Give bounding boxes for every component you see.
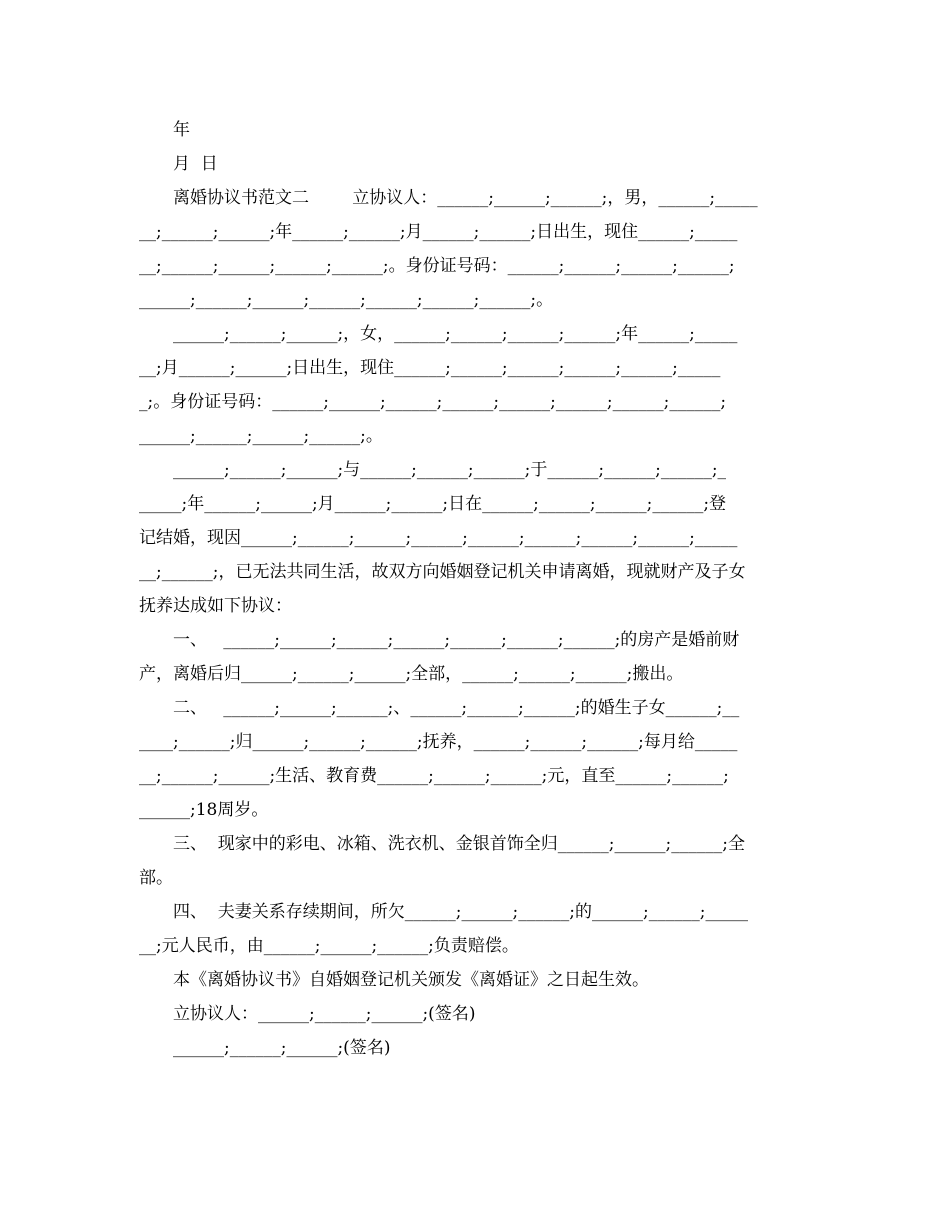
signature-line: 立协议人：______;______;______;(签名) <box>173 1004 476 1024</box>
text-line: 记结婚，现因______;______;______;______;______;______;______;______;_____ <box>139 528 738 548</box>
clause-three-line: 三、 现家中的彩电、冰箱、洗衣机、金银首饰全归______;______;______;全 <box>173 834 745 854</box>
section-title-line: 离婚协议书范文二 立协议人：______;______;______;，男，______;_____ <box>173 188 758 208</box>
text-line: _;。身份证号码：______;______;______;______;______;______;______;______; <box>139 392 727 412</box>
agreement-body <box>139 113 819 1065</box>
text-line: 月 日 <box>173 154 218 174</box>
text-line: ____;______;归______;______;______;抚养，______;______;______;每月给_____ <box>139 732 738 752</box>
text-line: __;______;______;年______;______;月______;______;日出生，现住______;_____ <box>139 222 738 242</box>
text-line: ______;______;______;与______;______;______;于______;______;______;_ <box>173 460 727 480</box>
text-line: _____;年______;______;月______;______;日在______;______;______;______;登 <box>139 494 727 514</box>
text-line: ______;______;______;，女，______;______;______;______;年______;_____ <box>173 324 738 344</box>
text-line: __;______;______;______;______;。身份证号码：______;______;______;______; <box>139 256 735 276</box>
text-line: 年 <box>173 120 190 140</box>
text-line: __;元人民币，由______;______;______;负责赔偿。 <box>139 936 519 956</box>
signature-line: ______;______;______;(签名) <box>173 1038 391 1058</box>
text-line: 部。 <box>139 868 173 888</box>
clause-two-line: 二、 ______;______;______;、______;______;______;的婚生子女______;__ <box>173 698 740 718</box>
text-line: ______;18周岁。 <box>139 800 269 820</box>
text-line: ______;______;______;______;。 <box>139 426 383 446</box>
text-line: ______;______;______;______;______;______;______;。 <box>139 290 554 310</box>
clause-one-line: 一、 ______;______;______;______;______;______;______;的房产是婚前财 <box>173 630 740 650</box>
text-line: __;月______;______;日出生，现住______;______;______;______;______;_____ <box>139 358 721 378</box>
text-line: __;______;______;生活、教育费______;______;______;元，直至______;______; <box>139 766 729 786</box>
text-line: __;______;，已无法共同生活，故双方向婚姻登记机关申请离婚，现就财产及子女 <box>139 562 746 582</box>
clause-four-line: 四、 夫妻关系存续期间，所欠______;______;______;的______;______;_____ <box>173 902 748 922</box>
effective-clause-line: 本《离婚协议书》自婚姻登记机关颁发《离婚证》之日起生效。 <box>173 970 649 990</box>
text-line: 产，离婚后归______;______;______;全部，______;______;______;搬出。 <box>139 664 684 684</box>
text-line: 抚养达成如下协议： <box>139 596 292 616</box>
